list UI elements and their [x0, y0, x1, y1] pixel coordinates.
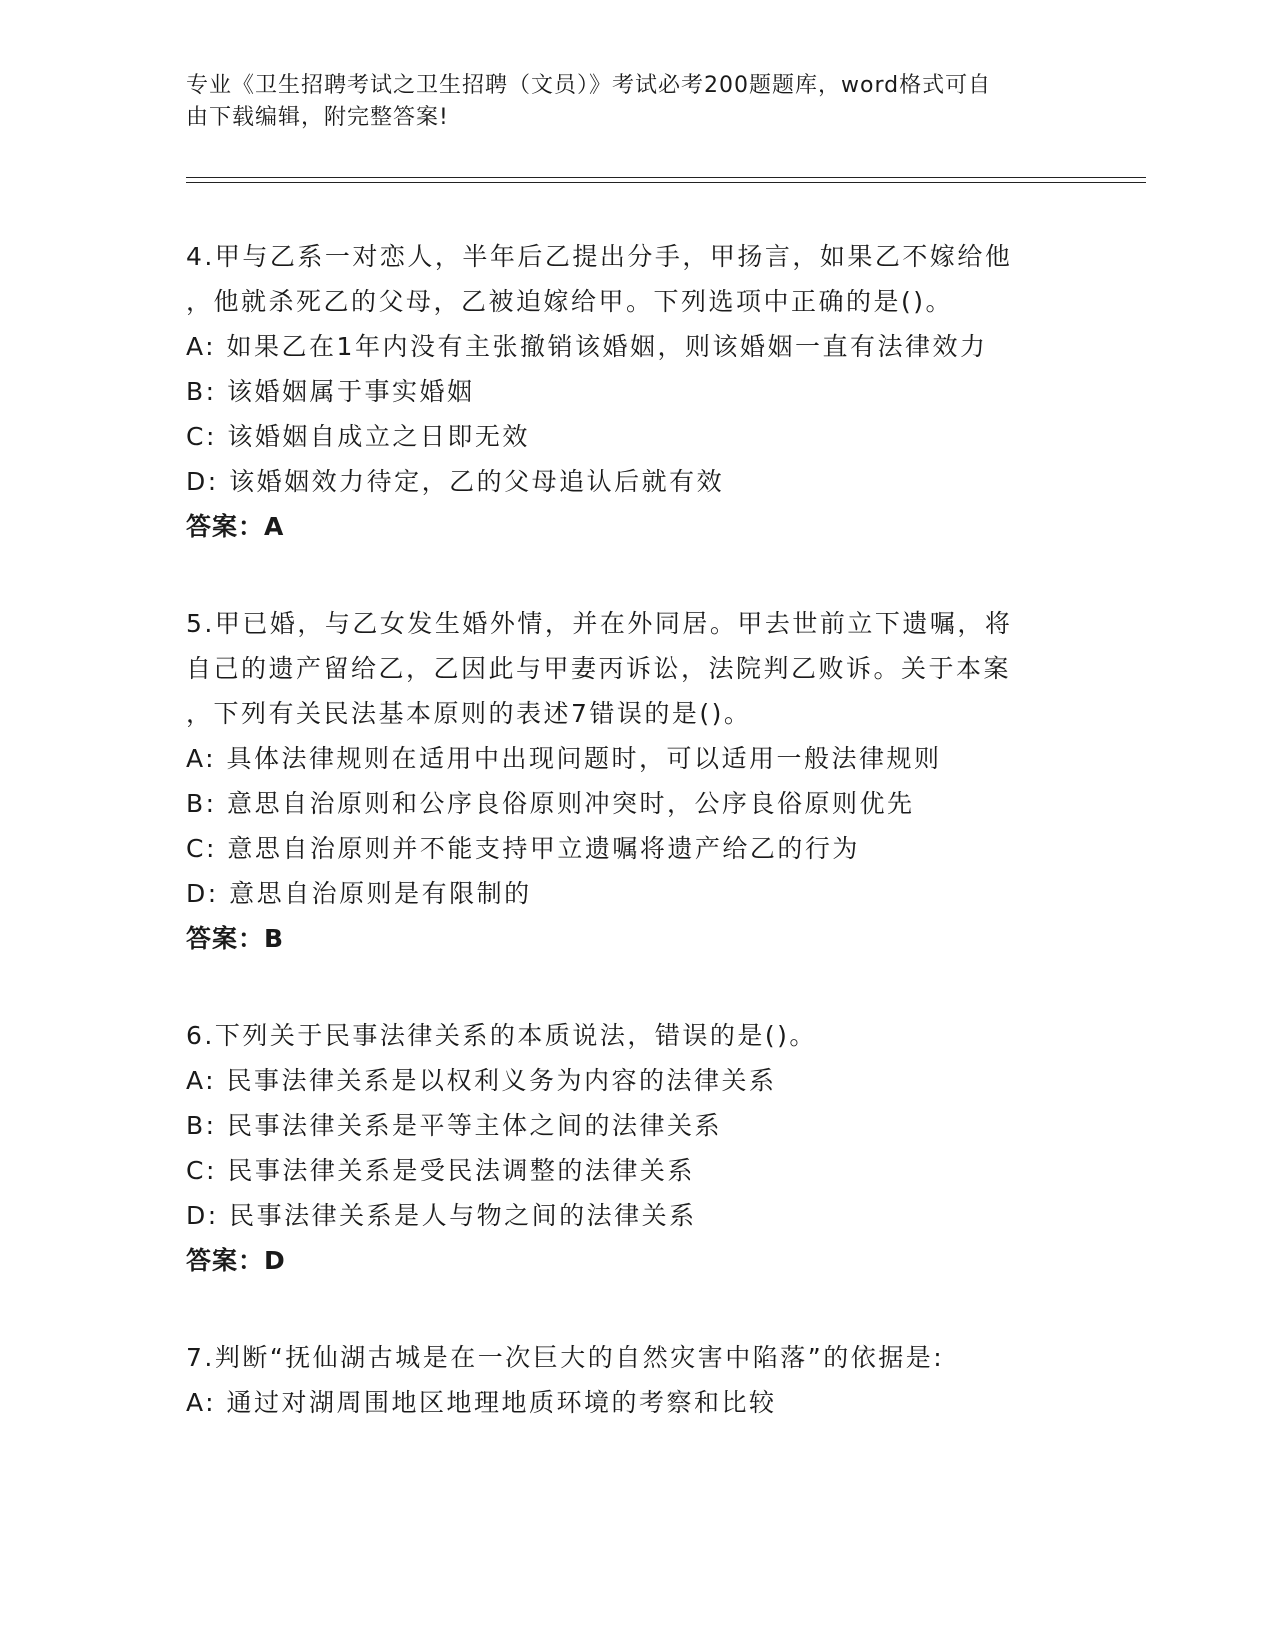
question-stem-line: ，下列有关民法基本原则的表述7错误的是()。 — [186, 699, 752, 728]
question-list — [186, 234, 1086, 1477]
header-divider-top — [186, 177, 1146, 178]
question-4 — [186, 234, 1086, 549]
answer-label: 答案：B — [186, 924, 285, 953]
option-c: C: 民事法律关系是受民法调整的法律关系 — [186, 1156, 695, 1185]
question-stem-line: 5.甲已婚，与乙女发生婚外情，并在外同居。甲去世前立下遗嘱，将 — [186, 609, 1013, 638]
option-b: B: 民事法律关系是平等主体之间的法律关系 — [186, 1111, 723, 1140]
answer-label: 答案：D — [186, 1246, 286, 1275]
document-header — [186, 70, 1066, 134]
option-d: D: 民事法律关系是人与物之间的法律关系 — [186, 1201, 697, 1230]
header-line-2: 由下载编辑，附完整答案! — [186, 105, 449, 130]
option-a: A: 通过对湖周围地区地理地质环境的考察和比较 — [186, 1388, 777, 1417]
header-line-1: 专业《卫生招聘考试之卫生招聘（文员）》考试必考200题题库，word格式可自 — [186, 73, 992, 98]
option-d: D: 该婚姻效力待定，乙的父母追认后就有效 — [186, 467, 725, 496]
option-b: B: 意思自治原则和公序良俗原则冲突时，公序良俗原则优先 — [186, 789, 915, 818]
option-a: A: 民事法律关系是以权利义务为内容的法律关系 — [186, 1066, 777, 1095]
option-b: B: 该婚姻属于事实婚姻 — [186, 377, 475, 406]
question-stem-line: ，他就杀死乙的父母，乙被迫嫁给甲。下列选项中正确的是()。 — [186, 287, 954, 316]
question-6 — [186, 1013, 1086, 1283]
question-7 — [186, 1335, 1086, 1425]
question-stem-line: 6.下列关于民事法律关系的本质说法，错误的是()。 — [186, 1021, 817, 1050]
option-c: C: 该婚姻自成立之日即无效 — [186, 422, 530, 451]
option-a: A: 如果乙在1年内没有主张撤销该婚姻，则该婚姻一直有法律效力 — [186, 332, 988, 361]
option-a: A: 具体法律规则在适用中出现问题时，可以适用一般法律规则 — [186, 744, 942, 773]
question-5 — [186, 601, 1086, 961]
question-stem-line: 4.甲与乙系一对恋人，半年后乙提出分手，甲扬言，如果乙不嫁给他 — [186, 242, 1013, 271]
question-stem-line: 7.判断“抚仙湖古城是在一次巨大的自然灾害中陷落”的依据是: — [186, 1343, 945, 1372]
question-stem-line: 自己的遗产留给乙，乙因此与甲妻丙诉讼，法院判乙败诉。关于本案 — [186, 654, 1012, 683]
header-divider-bottom — [186, 182, 1146, 183]
answer-label: 答案：A — [186, 512, 285, 541]
option-c: C: 意思自治原则并不能支持甲立遗嘱将遗产给乙的行为 — [186, 834, 860, 863]
option-d: D: 意思自治原则是有限制的 — [186, 879, 532, 908]
